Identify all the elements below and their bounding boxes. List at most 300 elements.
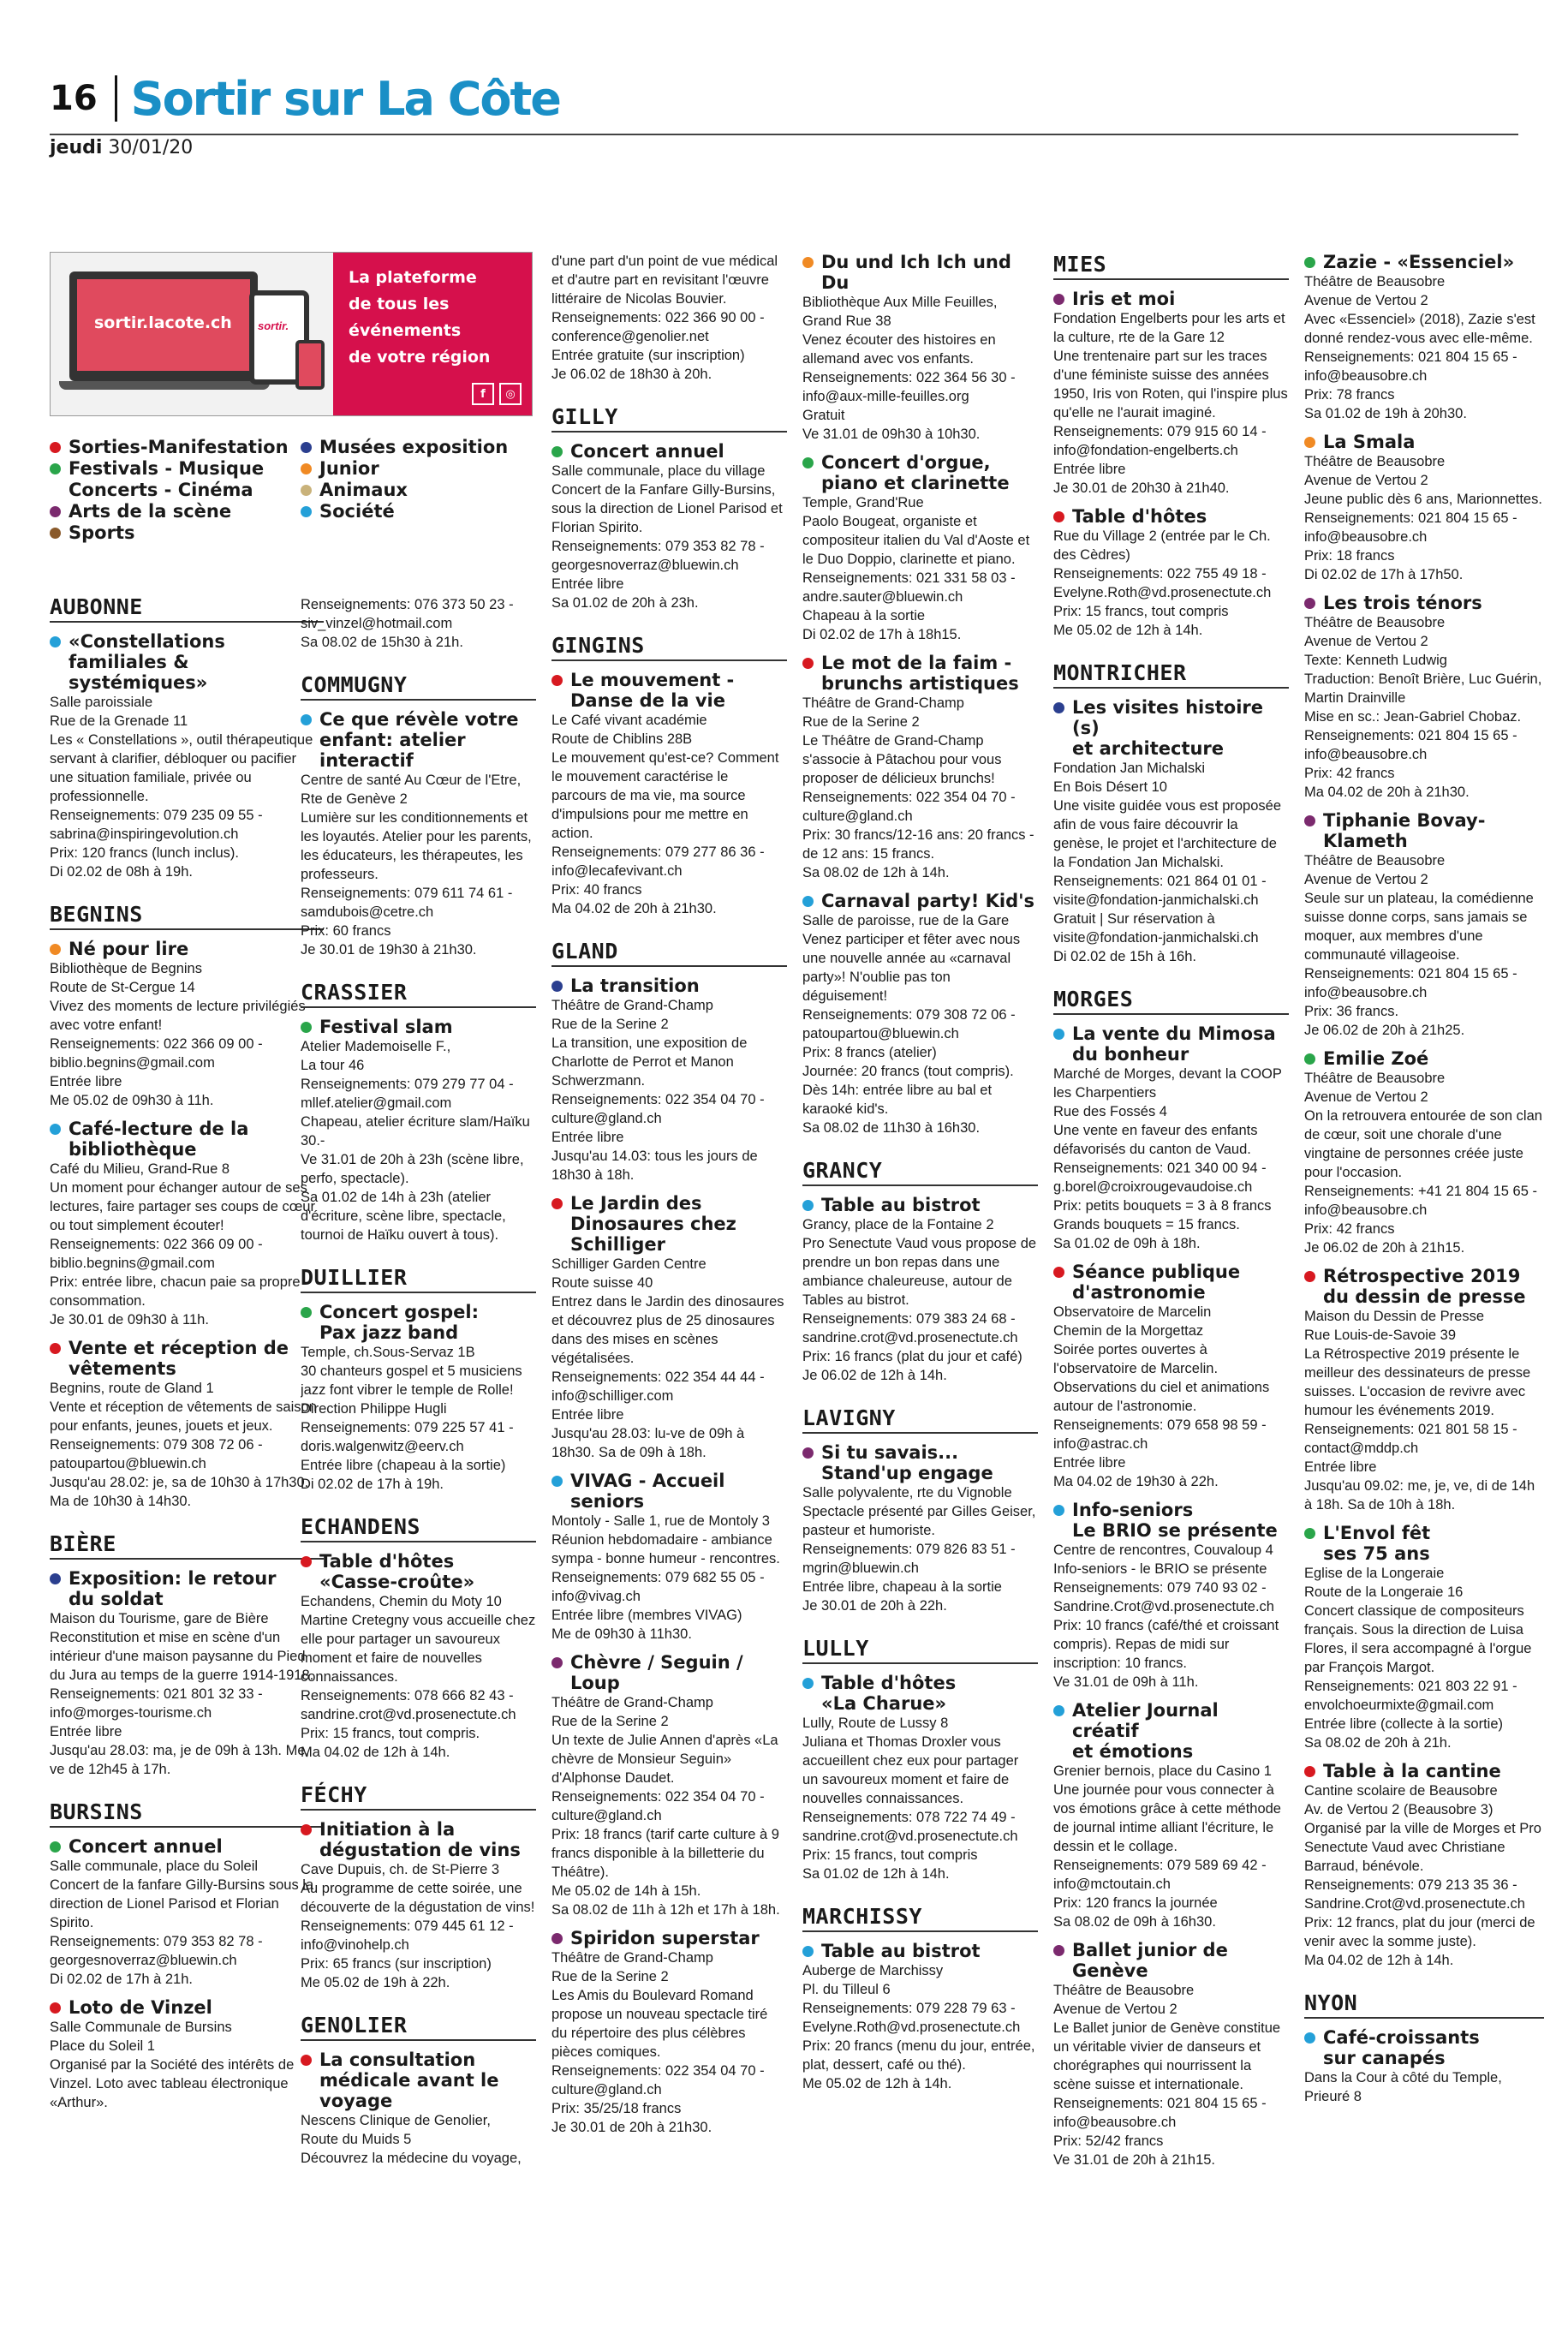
event-listing[interactable] bbox=[1053, 697, 1289, 966]
town-heading: CRASSIER bbox=[301, 980, 536, 1008]
category-dot-icon bbox=[802, 896, 814, 907]
category-dot-icon bbox=[301, 1022, 312, 1033]
column-5 bbox=[1053, 252, 1289, 2178]
event-listing[interactable] bbox=[50, 1997, 324, 2112]
event-title[interactable] bbox=[1053, 1262, 1289, 1303]
event-title-text[interactable]: Concert gospel: Pax jazz band bbox=[319, 1302, 480, 1343]
event-title-text[interactable]: Carnaval party! Kid's bbox=[821, 891, 1035, 911]
event-title-text[interactable]: La consultation médicale avant le voyage bbox=[319, 2050, 499, 2111]
event-title[interactable] bbox=[50, 1836, 324, 1857]
event-title[interactable] bbox=[1304, 1048, 1544, 1069]
category-dot-icon bbox=[1304, 1271, 1315, 1282]
town-heading: MONTRICHER bbox=[1053, 660, 1289, 689]
event-title[interactable] bbox=[301, 2050, 536, 2111]
legend-item bbox=[301, 480, 540, 501]
event-title[interactable] bbox=[50, 631, 324, 693]
category-dot-icon bbox=[1053, 1705, 1064, 1716]
event-listing[interactable] bbox=[50, 1836, 324, 1989]
event-details: Fondation Jan Michalski En Bois Désert 10 Une visite guidée vous est proposée afin de vous faire découvrir la genèse, le projet et l'architecture de la Fondation Jan Michalski. Renseignements: 021 864 01 01 - visite@fondation-janmichalski.ch Gratuit | Sur réservation à visite@fondation-janmichalski.ch Di 02.02 de 15h à 16h. bbox=[1053, 761, 1281, 964]
event-title-text[interactable]: Spiridon superstar bbox=[570, 1928, 760, 1948]
event-title[interactable] bbox=[301, 1017, 536, 1037]
category-dot-icon bbox=[1053, 1505, 1064, 1516]
event-listing[interactable] bbox=[802, 1442, 1038, 1615]
event-title[interactable] bbox=[1304, 1761, 1544, 1781]
event-title-text[interactable]: Ce que révèle votre enfant: atelier interactif bbox=[319, 709, 519, 771]
event-listing[interactable] bbox=[1053, 1023, 1289, 1253]
event-details: Salle polyvalente, rte du Vignoble Spectacle présenté par Gilles Geiser, pasteur et humoriste. Renseignements: 079 826 83 51 - mgrin@bluewin.ch Entrée libre, chapeau à la sortie Je 30.01 de 20h à 22h. bbox=[802, 1485, 1036, 1614]
town-heading: NYON bbox=[1304, 1990, 1544, 2019]
event-listing[interactable] bbox=[551, 441, 787, 612]
town-heading: BEGNINS bbox=[50, 902, 324, 930]
event-listing[interactable] bbox=[802, 1673, 1038, 1883]
category-dot-icon bbox=[301, 485, 312, 496]
event-title[interactable] bbox=[551, 1928, 787, 1948]
event-listing[interactable] bbox=[1304, 1266, 1544, 1514]
event-title[interactable] bbox=[50, 1568, 324, 1609]
column-3 bbox=[551, 252, 787, 2145]
category-dot-icon bbox=[1053, 1945, 1064, 1956]
event-title-text[interactable]: Rétrospective 2019 du dessin de presse bbox=[1323, 1266, 1526, 1307]
category-dot-icon bbox=[50, 442, 61, 453]
category-dot-icon bbox=[551, 1476, 563, 1487]
event-listing[interactable] bbox=[301, 709, 536, 959]
town-heading: GILLY bbox=[551, 404, 787, 433]
event-title[interactable] bbox=[301, 709, 536, 771]
event-listing[interactable] bbox=[1053, 1262, 1289, 1491]
town-heading: MORGES bbox=[1053, 987, 1289, 1015]
event-details: Schilliger Garden Centre Route suisse 40 Entrez dans le Jardin des dinosaures et découvrez plus de 25 dinosaures dans des mises en scènes végétalisées. Renseignements: 022 354 44 44 - info@schilliger.com Entrée libre Jusqu'au 28.03: lu-ve de 09h à 18h30. Sa de 09h à 18h. bbox=[551, 1256, 784, 1460]
event-details: Salle paroissiale Rue de la Grenade 11 Les « Constellations », outil thérapeutique servant à clarifier, débloquer ou pacifier une situation familiale, privée ou professionnelle. Renseignements: 079 235 09 55 - sabrina@inspiringevolution.ch Prix: 120 francs (lunch inclus). Di 02.02 de 08h à 19h. bbox=[50, 695, 313, 880]
event-title[interactable] bbox=[1304, 593, 1544, 613]
category-dot-icon bbox=[301, 506, 312, 517]
category-dot-icon bbox=[1053, 294, 1064, 305]
event-title[interactable] bbox=[802, 891, 1038, 911]
event-title-text[interactable]: Concert annuel bbox=[570, 441, 724, 462]
event-details: Théâtre de Grand-Champ Rue de la Serine 2 Les Amis du Boulevard Romand propose un nouveau spectacle tiré du répertoire des plus célèbres pièces comiques. Renseignements: 022 354 04 70 - culture@gland.ch Prix: 35/25/18 francs Je 30.01 de 20h à 21h30. bbox=[551, 1950, 768, 2135]
event-title-text[interactable]: «Constellations familiales & systémiques» bbox=[69, 631, 225, 693]
event-title-text[interactable]: Table à la cantine bbox=[1323, 1761, 1501, 1781]
event-listing[interactable] bbox=[551, 976, 787, 1184]
event-title[interactable] bbox=[50, 1338, 324, 1379]
event-title[interactable] bbox=[1053, 697, 1289, 759]
legend-item bbox=[301, 458, 540, 480]
town-heading: GENOLIER bbox=[301, 2013, 536, 2041]
town-heading: BURSINS bbox=[50, 1799, 324, 1828]
event-details: Echandens, Chemin du Moty 10 Martine Cretegny vous accueille chez elle pour partager un savoureux moment et faire de nouvelles connaissances. Renseignements: 078 666 82 43 - sandrine.crot@vd.prosenectute.ch Prix: 15 francs, tout compris. Ma 04.02 de 12h à 14h. bbox=[301, 1594, 536, 1760]
event-details: Observatoire de Marcelin Chemin de la Morgettaz Soirée portes ouvertes à l'observatoire de Marcelin. Observations du ciel et animations autour de l'astronomie. Renseignements: 079 658 98 59 - info@astrac.ch Entrée libre Ma 04.02 de 19h30 à 22h. bbox=[1053, 1304, 1270, 1489]
event-title-text[interactable]: Concert d'orgue, piano et clarinette bbox=[821, 452, 1010, 493]
event-listing[interactable] bbox=[1053, 1940, 1289, 2169]
event-details: Maison du Tourisme, gare de Bière Reconstitution et mise en scène d'un intérieur d'une maison paysanne du Pied du Jura au temps de la guerre 1914-1918. Renseignements: 021 801 32 33 - info@morges-tourisme.ch Entrée libre Jusqu'au 28.03: ma, je de 09h à 13h. Me, ve de 12h45 à 17h. bbox=[50, 1611, 314, 1777]
event-title[interactable] bbox=[1053, 1940, 1289, 1981]
category-dot-icon bbox=[50, 944, 61, 955]
category-dot-icon bbox=[301, 1824, 312, 1835]
laptop-base bbox=[59, 381, 270, 390]
event-listing[interactable] bbox=[802, 452, 1038, 644]
event-title[interactable] bbox=[1304, 1266, 1544, 1307]
event-listing[interactable] bbox=[301, 1302, 536, 1494]
category-dot-icon bbox=[802, 457, 814, 468]
category-dot-icon bbox=[1053, 702, 1064, 713]
event-title-text[interactable]: Concert annuel bbox=[69, 1836, 223, 1857]
event-title-text[interactable]: Chèvre / Seguin / Loup bbox=[570, 1652, 743, 1693]
event-title-text[interactable]: La transition bbox=[570, 976, 700, 996]
ad-brand-logo: sortir. bbox=[258, 319, 289, 332]
laptop-illustration bbox=[69, 271, 258, 381]
event-details: Salle communale, place du village Concert de la Fanfare Gilly-Bursins, sous la direction de Lionel Parisod et Florian Spirito. Renseignements: 079 353 82 78 - georgesnoverraz@bluewin.ch Entrée libre Sa 01.02 de 20h à 23h. bbox=[551, 463, 783, 611]
column-1 bbox=[50, 594, 324, 2121]
event-title[interactable] bbox=[1053, 1500, 1289, 1541]
event-listing[interactable] bbox=[50, 1338, 324, 1511]
event-title-text[interactable]: Atelier Journal créatif et émotions bbox=[1072, 1700, 1219, 1762]
legend-label: Société bbox=[319, 501, 395, 522]
event-title-text[interactable]: Initiation à la dégustation de vins bbox=[319, 1819, 521, 1860]
event-details: Atelier Mademoiselle F., La tour 46 Renseignements: 079 279 77 04 - mllef.atelier@gmail.com Chapeau, atelier écriture slam/Haïku 30.- Ve 31.01 de 20h à 23h (scène libre, perfo, spectacle). Sa 01.02 de 14h à 23h (atelier d'écriture, scène libre, spectacle, tournoi de Haïku ouvert à tous). bbox=[301, 1039, 530, 1243]
event-details: Centre de rencontres, Couvaloup 4 Info-seniors - le BRIO se présente Renseignements: 079 740 93 02 - Sandrine.Crot@vd.prosenectute.ch Prix: 10 francs (café/thé et croissant compris). Repas de midi sur inscription: 10 francs. Ve 31.01 de 09h à 11h. bbox=[1053, 1542, 1279, 1690]
town-heading: GINGINS bbox=[551, 633, 787, 661]
event-title-text[interactable]: Loto de Vinzel bbox=[69, 1997, 212, 2018]
category-dot-icon bbox=[1053, 511, 1064, 522]
event-details: Begnins, route de Gland 1 Vente et réception de vêtements de saison pour enfants, jeunes, jouets et jeux. Renseignements: 079 308 72 06 - patoupartou@bluewin.ch Jusqu'au 28.02: je, sa de 10h30 à 17h30. Ma de 10h30 à 14h30. bbox=[50, 1381, 317, 1509]
event-listing[interactable] bbox=[1304, 1523, 1544, 1752]
legend-label: Sorties-Manifestation bbox=[69, 437, 289, 457]
category-dot-icon bbox=[1304, 257, 1315, 268]
event-title-text[interactable]: Séance publique d'astronomie bbox=[1072, 1262, 1241, 1303]
event-details: Cave Dupuis, ch. de St-Pierre 3 Au programme de cette soirée, une découverte de la dégustation de vins! Renseignements: 079 445 61 12 - info@vinohelp.ch Prix: 65 francs (sur inscription) Me 05.02 de 19h à 22h. bbox=[301, 1862, 535, 1990]
event-details: Cantine scolaire de Beausobre Av. de Vertou 2 (Beausobre 3) Organisé par la ville de Morges et Pro Senectute Vaud avec Christiane Barraud, bénévole. Renseignements: 079 213 35 36 - Sandrine.Crot@vd.prosenectute.ch Prix: 12 francs, plat du jour (merci de venir avec la somme juste). Ma 04.02 de 12h à 14h. bbox=[1304, 1783, 1541, 1968]
event-title-text[interactable]: Iris et moi bbox=[1072, 289, 1176, 309]
event-listing[interactable] bbox=[551, 1193, 787, 1462]
event-title[interactable] bbox=[1304, 2027, 1544, 2068]
town-heading: MIES bbox=[1053, 252, 1289, 280]
event-listing[interactable] bbox=[802, 252, 1038, 444]
event-title[interactable] bbox=[802, 1442, 1038, 1483]
event-title-text[interactable]: Emilie Zoé bbox=[1323, 1048, 1429, 1069]
event-listing[interactable] bbox=[802, 891, 1038, 1137]
event-title[interactable] bbox=[802, 1941, 1038, 1961]
advertisement-banner[interactable] bbox=[50, 252, 533, 416]
event-listing[interactable] bbox=[1053, 506, 1289, 640]
town-heading: GRANCY bbox=[802, 1158, 1038, 1186]
event-details: Temple, Grand'Rue Paolo Bougeat, organiste et compositeur italien du Val d'Aoste et le Duo Doppio, clarinette et piano. Renseignements: 021 331 58 03 - andre.sauter@bluewin.ch Chapeau à la sortie Di 02.02 de 17h à 18h15. bbox=[802, 495, 1030, 642]
event-title[interactable] bbox=[802, 252, 1038, 293]
event-title-text[interactable]: Table d'hôtes «La Charue» bbox=[821, 1673, 957, 1714]
event-listing[interactable] bbox=[551, 1928, 787, 2137]
event-listing[interactable] bbox=[1304, 1048, 1544, 1257]
event-listing[interactable] bbox=[50, 631, 324, 881]
event-details: Théâtre de Grand-Champ Rue de la Serine 2 Le Théâtre de Grand-Champ s'associe à Pâtachou pour vous proposer de délicieux brunchs! Renseignements: 022 354 04 70 - culture@gland.ch Prix: 30 francs/12-16 ans: 20 francs - de 12 ans: 15 francs. Sa 08.02 de 12h à 14h. bbox=[802, 695, 1034, 880]
event-title[interactable] bbox=[1304, 1523, 1544, 1564]
event-details: Bibliothèque Aux Mille Feuilles, Grand Rue 38 Venez écouter des histoires en allemand avec vos enfants. Renseignements: 022 364 56 30 - info@aux-mille-feuilles.org Gratuit Ve 31.01 de 09h30 à 10h30. bbox=[802, 295, 1016, 442]
category-dot-icon bbox=[301, 714, 312, 725]
category-dot-icon bbox=[301, 1307, 312, 1318]
town-heading: COMMUGNY bbox=[301, 672, 536, 701]
page-number: 16 bbox=[50, 79, 98, 118]
category-dot-icon bbox=[1304, 2032, 1315, 2044]
event-listing[interactable] bbox=[802, 653, 1038, 882]
event-title[interactable] bbox=[802, 653, 1038, 694]
event-title-text[interactable]: Le mot de la faim - brunchs artistiques bbox=[821, 653, 1019, 694]
category-dot-icon bbox=[802, 1946, 814, 1957]
event-listing[interactable] bbox=[1304, 810, 1544, 1040]
event-details: Auberge de Marchissy Pl. du Tilleul 6 Renseignements: 079 228 79 63 - Evelyne.Roth@vd.prosenectute.ch Prix: 20 francs (menu du jour, entrée, plat, dessert, café ou thé). Me 05.02 de 12h à 14h. bbox=[802, 1963, 1035, 2091]
category-dot-icon bbox=[1053, 1267, 1064, 1278]
event-details: Le Café vivant académie Route de Chiblins 28B Le mouvement qu'est-ce? Comment le mouvement caractérise le parcours de ma vie, ma source d'impulsions pour me mettre en action. Renseignements: 079 277 86 36 - info@lecafevivant.ch Prix: 40 francs Ma 04.02 de 20h à 21h30. bbox=[551, 713, 779, 916]
category-legend-left bbox=[50, 437, 307, 544]
event-details: Nescens Clinique de Genolier, Route du Muids 5 Découvrez la médecine du voyage, bbox=[301, 2113, 522, 2166]
ad-site-logo: sortir.lacote.ch bbox=[94, 313, 232, 332]
dateline bbox=[50, 134, 1518, 158]
category-dot-icon bbox=[551, 675, 563, 686]
category-dot-icon bbox=[802, 658, 814, 669]
event-title[interactable] bbox=[551, 976, 787, 996]
event-listing[interactable] bbox=[1304, 593, 1544, 802]
event-details: Théâtre de Grand-Champ Rue de la Serine 2 Un texte de Julie Annen d'après «La chèvre de Monsieur Seguin» d'Alphonse Daudet. Renseignements: 022 354 04 70 - culture@gland.ch Prix: 18 francs (tarif carte culture à 9 francs disponible à la billetterie du Théâtre). Me 05.02 de 14h à 15h. Sa 08.02 de 11h à 12h et 17h à 18h. bbox=[551, 1695, 780, 1918]
event-listing[interactable] bbox=[301, 1017, 536, 1244]
event-title[interactable] bbox=[551, 1652, 787, 1693]
event-title[interactable] bbox=[551, 670, 787, 711]
event-listing[interactable] bbox=[551, 1471, 787, 1644]
event-listing[interactable] bbox=[1053, 1500, 1289, 1692]
category-dot-icon bbox=[301, 2055, 312, 2066]
event-title-text[interactable]: Les trois ténors bbox=[1323, 593, 1482, 613]
event-title[interactable] bbox=[1053, 289, 1289, 309]
event-listing[interactable] bbox=[301, 595, 536, 652]
event-listing[interactable] bbox=[551, 252, 787, 384]
event-title[interactable] bbox=[1304, 432, 1544, 452]
category-dot-icon bbox=[1304, 1528, 1315, 1539]
event-title-text[interactable]: Ballet junior de Genève bbox=[1072, 1940, 1228, 1981]
event-title-text[interactable]: Vente et réception de vêtements bbox=[69, 1338, 289, 1379]
category-dot-icon bbox=[50, 1573, 61, 1584]
category-dot-icon bbox=[50, 1841, 61, 1853]
category-dot-icon bbox=[50, 506, 61, 517]
event-listing[interactable] bbox=[1304, 2027, 1544, 2106]
event-listing[interactable] bbox=[1304, 252, 1544, 423]
page-header bbox=[50, 67, 1518, 158]
event-details: Théâtre de Beausobre Avenue de Vertou 2 Jeune public dès 6 ans, Marionnettes. Renseignements: 021 804 15 65 - info@beausobre.ch Prix: 18 francs Di 02.02 de 17h à 17h50. bbox=[1304, 454, 1542, 582]
event-title[interactable] bbox=[301, 1819, 536, 1860]
event-title[interactable] bbox=[1304, 810, 1544, 851]
event-listing[interactable] bbox=[50, 1568, 324, 1779]
category-dot-icon bbox=[301, 463, 312, 474]
event-details: Temple, ch.Sous-Servaz 1B 30 chanteurs gospel et 5 musiciens jazz font vibrer le temple de Rolle! Direction Philippe Hugli Renseignements: 079 225 57 41 - doris.walgenwitz@eerv.ch Entrée libre (chapeau à la sortie) Di 02.02 de 17h à 19h. bbox=[301, 1345, 522, 1492]
event-details: Salle de paroisse, rue de la Gare Venez participer et fêter avec nous une nouvelle année au «carnaval party»! N'oublie pas ton déguisement! Renseignements: 079 308 72 06 - patoupartou@bluewin.ch Prix: 8 francs (atelier) Journée: 20 francs (tout compris). Dès 14h: entrée libre au bal et karaoké kid's. Sa 08.02 de 11h30 à 16h30. bbox=[802, 913, 1021, 1136]
legend-label: Animaux bbox=[319, 480, 408, 500]
legend-label: Sports bbox=[69, 522, 135, 543]
event-details: Théâtre de Beausobre Avenue de Vertou 2 Avec «Essenciel» (2018), Zazie s'est donné rendez-vous avec elle-même. Renseignements: 021 804 15 65 - info@beausobre.ch Prix: 78 francs Sa 01.02 de 19h à 20h30. bbox=[1304, 274, 1535, 421]
category-dot-icon bbox=[802, 1678, 814, 1689]
event-title-text[interactable]: Né pour lire bbox=[69, 939, 189, 959]
event-details: Salle Communale de Bursins Place du Soleil 1 Organisé par la Société des intérêts de Vinzel. Loto avec tableau électronique «Arthur». bbox=[50, 2020, 295, 2110]
legend-item bbox=[50, 501, 307, 522]
event-title-text[interactable]: Tiphanie Bovay- Klameth bbox=[1323, 810, 1486, 851]
legend-item bbox=[50, 458, 307, 501]
event-listing[interactable] bbox=[1304, 1761, 1544, 1970]
category-dot-icon bbox=[50, 636, 61, 647]
ad-text-panel bbox=[333, 253, 532, 415]
town-heading: GLAND bbox=[551, 939, 787, 967]
event-listing[interactable] bbox=[50, 1119, 324, 1329]
legend-label: Arts de la scène bbox=[69, 501, 232, 522]
event-listing[interactable] bbox=[551, 670, 787, 918]
legend-item bbox=[301, 437, 540, 458]
legend-item bbox=[50, 437, 307, 458]
event-details: Salle communale, place du Soleil Concert de la fanfare Gilly-Bursins sous la direction de Lionel Parisod et Florian Spirito. Renseignements: 079 353 82 78 - georgesnoverraz@bluewin.ch Di 02.02 de 17h à 21h. bbox=[50, 1859, 314, 1987]
town-heading: MARCHISSY bbox=[802, 1904, 1038, 1932]
category-dot-icon bbox=[551, 981, 563, 992]
event-listing[interactable] bbox=[50, 939, 324, 1110]
category-dot-icon bbox=[802, 1447, 814, 1459]
event-details: Montoly - Salle 1, rue de Montoly 3 Réunion hebdomadaire - ambiance sympa - bonne humeur - rencontres. Renseignements: 079 682 55 05 - info@vivag.ch Entrée libre (membres VIVAG) Me de 09h30 à 11h30. bbox=[551, 1513, 780, 1642]
event-title-text[interactable]: La Smala bbox=[1323, 432, 1416, 452]
town-heading: LULLY bbox=[802, 1636, 1038, 1664]
event-details: Grenier bernois, place du Casino 1 Une journée pour vous connecter à vos émotions grâce à cette méthode de journal intime alliant l'écriture, le dessin et le collage. Renseignements: 079 589 69 42 - info@mctoutain.ch Prix: 120 francs la journée Sa 08.02 de 09h à 16h30. bbox=[1053, 1763, 1281, 1930]
header-divider bbox=[115, 75, 117, 122]
event-details: Lully, Route de Lussy 8 Juliana et Thomas Droxler vous accueillent chez eux pour partager un savoureux moment et faire de nouvelles connaissances. Renseignements: 078 722 74 49 - sandrine.crot@vd.prosenectute.ch Prix: 15 francs, tout compris Sa 01.02 de 12h à 14h. bbox=[802, 1715, 1019, 1882]
category-dot-icon bbox=[1304, 1053, 1315, 1065]
column-2 bbox=[301, 595, 536, 2176]
event-title-text[interactable]: Table au bistrot bbox=[821, 1941, 981, 1961]
town-heading: LAVIGNY bbox=[802, 1405, 1038, 1434]
event-title[interactable] bbox=[551, 441, 787, 462]
town-heading: AUBONNE bbox=[50, 594, 324, 623]
event-details: Grancy, place de la Fontaine 2 Pro Senectute Vaud vous propose de prendre un bon repas dans une ambiance chaleureuse, autour de Tables au bistrot. Renseignements: 079 383 24 68 - sandrine.crot@vd.prosenectute.ch Prix: 16 francs (plat du jour et café) Je 06.02 de 12h à 14h. bbox=[802, 1217, 1037, 1383]
day-label: jeudi bbox=[50, 137, 103, 158]
event-listing[interactable] bbox=[301, 1551, 536, 1762]
legend-item bbox=[301, 501, 540, 522]
event-title[interactable] bbox=[1304, 252, 1544, 272]
event-listing[interactable] bbox=[802, 1941, 1038, 2093]
event-title[interactable] bbox=[802, 1195, 1038, 1215]
event-details: Renseignements: 076 373 50 23 - siv_vinzel@hotmail.com Sa 08.02 de 15h30 à 21h. bbox=[301, 597, 514, 650]
category-dot-icon bbox=[551, 1933, 563, 1944]
event-listing[interactable] bbox=[1304, 432, 1544, 584]
event-title[interactable] bbox=[551, 1193, 787, 1255]
event-title-text[interactable]: Zazie - «Essenciel» bbox=[1323, 252, 1515, 272]
legend-item bbox=[50, 522, 307, 544]
event-title-text[interactable]: Table d'hôtes bbox=[1072, 506, 1207, 527]
town-heading: DUILLIER bbox=[301, 1265, 536, 1293]
event-listing[interactable] bbox=[551, 1652, 787, 1919]
section-title: Sortir sur La Côte bbox=[130, 71, 560, 126]
event-title[interactable] bbox=[50, 1119, 324, 1160]
event-title-text[interactable]: Si tu savais... Stand'up engage bbox=[821, 1442, 993, 1483]
category-dot-icon bbox=[1304, 437, 1315, 448]
event-title[interactable] bbox=[1053, 506, 1289, 527]
event-title-text[interactable]: L'Envol fêt ses 75 ans bbox=[1323, 1523, 1431, 1564]
event-title[interactable] bbox=[301, 1302, 536, 1343]
event-title-text[interactable]: Exposition: le retour du soldat bbox=[69, 1568, 277, 1609]
event-title[interactable] bbox=[1053, 1023, 1289, 1065]
legend-label: Musées exposition bbox=[319, 437, 509, 457]
event-details: Marché de Morges, devant la COOP les Charpentiers Rue des Fossés 4 Une vente en faveur des enfants défavorisés du canton de Vaud. Renseignements: 021 340 00 94 - g.borel@croixrougevaudoise.ch Prix: petits bouquets = 3 à 8 francs Grands bouquets = 15 francs. Sa 01.02 de 09h à 18h. bbox=[1053, 1066, 1282, 1251]
event-title-text[interactable]: Festival slam bbox=[319, 1017, 453, 1037]
event-listing[interactable] bbox=[802, 1195, 1038, 1385]
event-title[interactable] bbox=[50, 1997, 324, 2018]
event-details: Rue du Village 2 (entrée par le Ch. des Cèdres) Renseignements: 022 755 49 18 - Evelyne.Roth@vd.prosenectute.ch Prix: 15 francs, tout compris Me 05.02 de 12h à 14h. bbox=[1053, 528, 1272, 638]
date-label: 30/01/20 bbox=[108, 137, 194, 158]
category-dot-icon bbox=[301, 442, 312, 453]
event-listing[interactable] bbox=[301, 2050, 536, 2168]
ad-social-icons bbox=[472, 383, 522, 405]
event-title-text[interactable]: Table au bistrot bbox=[821, 1195, 981, 1215]
event-title-text[interactable]: Le mouvement - Danse de la vie bbox=[570, 670, 735, 711]
category-dot-icon bbox=[50, 1124, 61, 1135]
event-details: Café du Milieu, Grand-Rue 8 Un moment pour échanger autour de ses lectures, faire partager ses coups de cœur ou tout simplement écouter! Renseignements: 022 366 09 00 - biblio.begnins@gmail.com Prix: entrée libre, chacun paie sa propre consommation. Je 30.01 de 09h30 à 11h. bbox=[50, 1161, 315, 1328]
town-heading: BIÈRE bbox=[50, 1531, 324, 1560]
phone-illustration bbox=[295, 340, 325, 390]
instagram-icon[interactable]: ◎ bbox=[499, 383, 522, 405]
ad-devices-illustration bbox=[51, 253, 333, 415]
town-heading: FÉCHY bbox=[301, 1782, 536, 1811]
category-dot-icon bbox=[50, 463, 61, 474]
event-listing[interactable] bbox=[1053, 1700, 1289, 1931]
event-title[interactable] bbox=[551, 1471, 787, 1512]
event-details: Centre de santé Au Cœur de l'Etre, Rte de Genève 2 Lumière sur les conditionnements et les loyautés. Atelier pour les parents, les éducateurs, les thérapeutes, les professeurs. Renseignements: 079 611 74 61 - samdubois@cetre.ch Prix: 60 francs Je 30.01 de 19h30 à 21h30. bbox=[301, 773, 532, 958]
column-6 bbox=[1304, 252, 1544, 2115]
event-title-text[interactable]: La vente du Mimosa du bonheur bbox=[1072, 1023, 1276, 1065]
category-legend-right bbox=[301, 437, 540, 522]
event-title-text[interactable]: Info-seniors Le BRIO se présente bbox=[1072, 1500, 1278, 1541]
event-details: Théâtre de Beausobre Avenue de Vertou 2 Texte: Kenneth Ludwig Traduction: Benoît Brière, Luc Guérin, Martin Drainville Mise en sc.: Jean-Gabriel Chobaz. Renseignements: 021 804 15 65 - info@beausobre.ch Prix: 42 francs Ma 04.02 de 20h à 21h30. bbox=[1304, 615, 1542, 800]
category-dot-icon bbox=[50, 528, 61, 539]
event-listing[interactable] bbox=[301, 1819, 536, 1992]
category-dot-icon bbox=[1304, 598, 1315, 609]
event-title-text[interactable]: Le Jardin des Dinosaures chez Schilliger bbox=[570, 1193, 736, 1255]
event-title-text[interactable]: Du und Ich Ich und Du bbox=[821, 252, 1011, 293]
event-title[interactable] bbox=[802, 1673, 1038, 1714]
event-details: Théâtre de Beausobre Avenue de Vertou 2 On la retrouvera entourée de son clan de cœur, soit une chorale d'une vingtaine de personnes créée juste pour l'occasion. Renseignements: +41 21 804 15 65 - info@beausobre.ch Prix: 42 francs Je 06.02 de 20h à 21h15. bbox=[1304, 1071, 1542, 1256]
event-details: Bibliothèque de Begnins Route de St-Cergue 14 Vivez des moments de lecture privilégiés avec votre enfant! Renseignements: 022 366 09 00 - biblio.begnins@gmail.com Entrée libre Me 05.02 de 09h30 à 11h. bbox=[50, 961, 306, 1108]
category-dot-icon bbox=[50, 2002, 61, 2014]
event-details: Théâtre de Grand-Champ Rue de la Serine 2 La transition, une exposition de Charlotte de Perrot et Manon Schwerzmann. Renseignements: 022 354 04 70 - culture@gland.ch Entrée libre Jusqu'au 14.03: tous les jours de 18h30 à 18h. bbox=[551, 998, 765, 1183]
town-heading: ECHANDENS bbox=[301, 1514, 536, 1542]
event-title-text[interactable]: Table d'hôtes «Casse-croûte» bbox=[319, 1551, 475, 1592]
category-dot-icon bbox=[551, 1198, 563, 1209]
category-dot-icon bbox=[551, 446, 563, 457]
event-title-text[interactable]: Les visites histoire (s) et architecture bbox=[1072, 697, 1264, 759]
event-title[interactable] bbox=[50, 939, 324, 959]
category-dot-icon bbox=[802, 1200, 814, 1211]
event-title-text[interactable]: Café-croissants sur canapés bbox=[1323, 2027, 1480, 2068]
category-dot-icon bbox=[551, 1657, 563, 1668]
category-dot-icon bbox=[802, 257, 814, 268]
legend-label: Festivals - Musique Concerts - Cinéma bbox=[69, 458, 265, 500]
event-title-text[interactable]: Café-lecture de la bibliothèque bbox=[69, 1119, 249, 1160]
event-details: Fondation Engelberts pour les arts et la culture, rte de la Gare 12 Une trentenaire part sur les traces d'une féministe suisse des années 1950, Iris von Roten, qui l'inspire plus qu'elle ne l'aurait imaginé. Renseignements: 079 915 60 14 - info@fondation-engelberts.ch Entrée libre Je 30.01 de 20h30 à 21h40. bbox=[1053, 311, 1288, 496]
event-listing[interactable] bbox=[1053, 289, 1289, 498]
event-details: Maison du Dessin de Presse Rue Louis-de-Savoie 39 La Rétrospective 2019 présente le meilleur des dessinateurs de presse suisses. L'occasion de revivre avec humour les événements 2019. Renseignements: 021 801 58 15 - contact@mddp.ch Entrée libre Jusqu'au 09.02: me, je, ve, di de 14h à 18h. Sa de 10h à 18h. bbox=[1304, 1309, 1535, 1513]
category-dot-icon bbox=[1304, 1766, 1315, 1777]
event-title[interactable] bbox=[1053, 1700, 1289, 1762]
event-details: Théâtre de Beausobre Avenue de Vertou 2 Le Ballet junior de Genève constitue un véritable vivier de danseurs et chorégraphes qui nourrissent la scène suisse et internationale. Renseignements: 021 804 15 65 - info@beausobre.ch Prix: 52/42 francs Ve 31.01 de 20h à 21h15. bbox=[1053, 1983, 1281, 2168]
event-title[interactable] bbox=[802, 452, 1038, 493]
event-title[interactable] bbox=[301, 1551, 536, 1592]
legend-label: Junior bbox=[319, 458, 379, 479]
ad-text: La plateforme de tous les événements de votre région bbox=[349, 268, 491, 367]
facebook-icon[interactable]: f bbox=[472, 383, 494, 405]
category-dot-icon bbox=[1304, 815, 1315, 826]
event-details: Dans la Cour à côté du Temple, Prieuré 8 bbox=[1304, 2070, 1502, 2104]
category-dot-icon bbox=[301, 1556, 312, 1567]
category-dot-icon bbox=[50, 1343, 61, 1354]
event-title-text[interactable]: VIVAG - Accueil seniors bbox=[570, 1471, 725, 1512]
column-4 bbox=[802, 252, 1038, 2102]
category-dot-icon bbox=[1053, 1029, 1064, 1040]
event-details: Eglise de la Longeraie Route de la Longeraie 16 Concert classique de compositeurs français. Sous la direction de Luisa Flores, il sera accompagné à l'orgue par François Margot. Renseignements: 021 803 22 91 - envolchoeurmixte@gmail.com Entrée libre (collecte à la sortie) Sa 08.02 de 20h à 21h. bbox=[1304, 1566, 1532, 1751]
event-details: Théâtre de Beausobre Avenue de Vertou 2 Seule sur un plateau, la comédienne suisse donne corps, sans jamais se moquer, aux membres d'une communauté villageoise. Renseignements: 021 804 15 65 - info@beausobre.ch Prix: 36 francs. Je 06.02 de 20h à 21h25. bbox=[1304, 853, 1534, 1038]
